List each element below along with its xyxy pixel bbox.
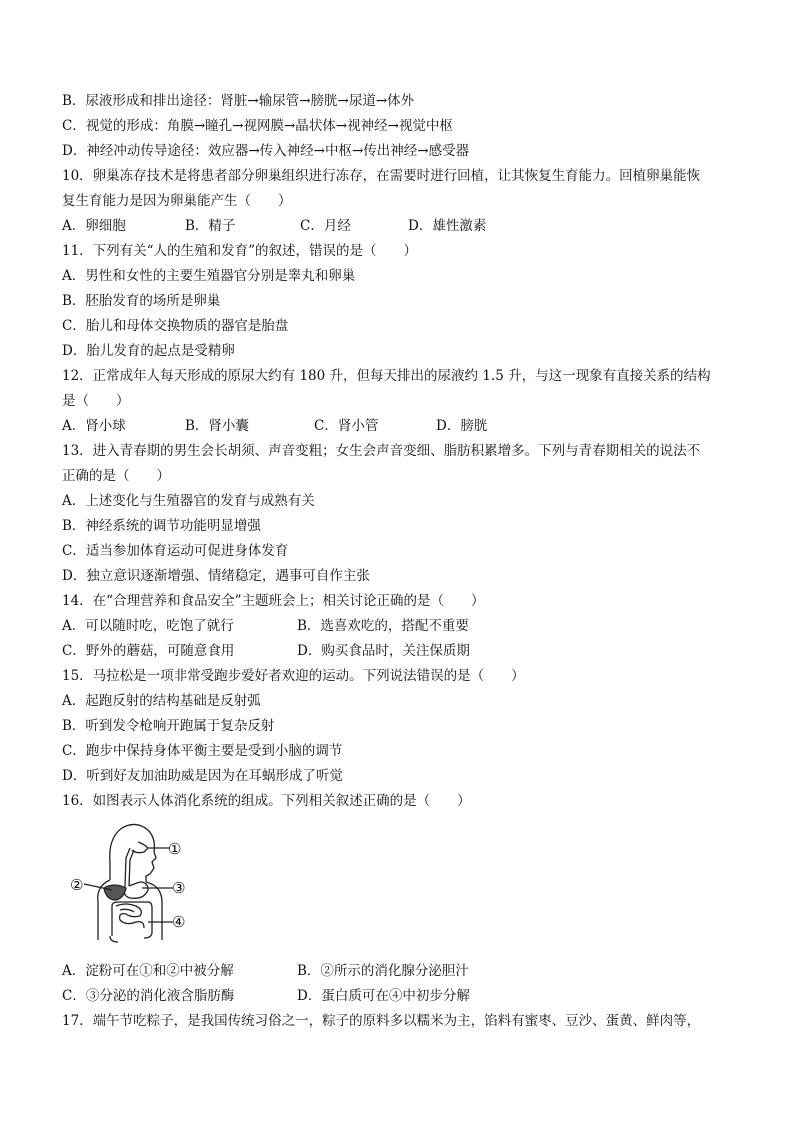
q11-stem: 11．下列有关“人的生殖和发育”的叙述，错误的是（ ） (62, 243, 417, 259)
q10-option-d: D．雄性激素 (408, 218, 487, 234)
q12-option-a: A．肾小球 (62, 418, 126, 434)
q11-option-a: A．男性和女性的主要生殖器官分别是睾丸和卵巢 (62, 268, 356, 284)
q16-option-b: B．②所示的消化腺分泌胆汁 (297, 963, 469, 979)
q12-option-d: D．膀胱 (436, 418, 488, 434)
q14-stem: 14．在“合理营养和食品安全”主题班会上；相关讨论正确的是（ ） (62, 593, 485, 609)
digestive-system-diagram (70, 818, 220, 948)
q9-option-c: C．视觉的形成：角膜→瞳孔→视网膜→晶状体→视神经→视觉中枢 (62, 118, 453, 134)
q11-option-b: B．胚胎发育的场所是卵巢 (62, 293, 221, 309)
q13-option-c: C．适当参加体育运动可促进身体发育 (62, 543, 289, 559)
q15-option-c: C．跑步中保持身体平衡主要是受到小脑的调节 (62, 743, 343, 759)
q16-option-c: C．③分泌的消化液含脂肪酶 (62, 988, 235, 1004)
q16-option-d: D．蛋白质可在④中初步分解 (297, 988, 470, 1004)
q10-stem-line2: 复生育能力是因为卵巢能产生（ ） (62, 193, 292, 209)
q15-option-a: A．起跑反射的结构基础是反射弧 (62, 693, 261, 709)
label-2: ② (70, 876, 84, 894)
q14-option-b: B．选喜欢吃的，搭配不重要 (297, 618, 469, 634)
q14-option-c: C．野外的蘑菇，可随意食用 (62, 643, 235, 659)
q16-option-a: A．淀粉可在①和②中被分解 (62, 963, 234, 979)
label-4: ④ (172, 913, 186, 931)
label-3: ③ (172, 879, 186, 897)
q11-option-d: D．胎儿发育的起点是受精卵 (62, 343, 235, 359)
q13-option-d: D．独立意识逐渐增强、情绪稳定，遇事可自作主张 (62, 568, 370, 584)
q13-option-b: B．神经系统的调节功能明显增强 (62, 518, 261, 534)
q9-option-d: D．神经冲动传导途径：效应器→传入神经→中枢→传出神经→感受器 (62, 143, 470, 159)
q15-stem: 15．马拉松是一项非常受跑步爱好者欢迎的运动。下列说法错误的是（ ） (62, 668, 525, 684)
q15-option-b: B．听到发令枪响开跑属于复杂反射 (62, 718, 275, 734)
q12-option-c: C．肾小管 (314, 418, 379, 434)
q13-stem-line2: 正确的是（ ） (62, 468, 170, 484)
q10-option-c: C．月经 (300, 218, 351, 234)
q10-option-b: B．精子 (185, 218, 236, 234)
q10-option-a: A．卵细胞 (62, 218, 126, 234)
q14-option-a: A．可以随时吃，吃饱了就行 (62, 618, 234, 634)
q12-stem-line1: 12．正常成年人每天形成的原尿大约有 180 升，但每天排出的尿液约 1.5 升，与这一现象有直接关系的结构 (62, 368, 711, 384)
q11-option-c: C．胎儿和母体交换物质的器官是胎盘 (62, 318, 289, 334)
q13-stem-line1: 13．进入青春期的男生会长胡须、声音变粗；女生会声音变细、脂肪积累增多。下列与青春期相关的说法不 (62, 443, 701, 459)
q10-stem-line1: 10．卵巢冻存技术是将患者部分卵巢组织进行冻存，在需要时进行回植，让其恢复生育能力。回植卵巢能恢 (62, 168, 701, 184)
q16-stem: 16．如图表示人体消化系统的组成。下列相关叙述正确的是（ ） (62, 793, 471, 809)
q13-option-a: A．上述变化与生殖器官的发育与成熟有关 (62, 493, 315, 509)
q17-stem-line1: 17．端午节吃粽子，是我国传统习俗之一，粽子的原料多以糯米为主，馅料有蜜枣、豆沙、蛋黄、鲜肉等， (62, 1013, 701, 1029)
q12-stem-line2: 是（ ） (62, 393, 130, 409)
label-1: ① (168, 840, 182, 858)
q15-option-d: D．听到好友加油助威是因为在耳蜗形成了听觉 (62, 768, 343, 784)
q14-option-d: D．购买食品时，关注保质期 (297, 643, 470, 659)
q12-option-b: B．肾小囊 (185, 418, 249, 434)
q9-option-b: B．尿液形成和排出途径：肾脏→输尿管→膀胱→尿道→体外 (62, 93, 415, 109)
